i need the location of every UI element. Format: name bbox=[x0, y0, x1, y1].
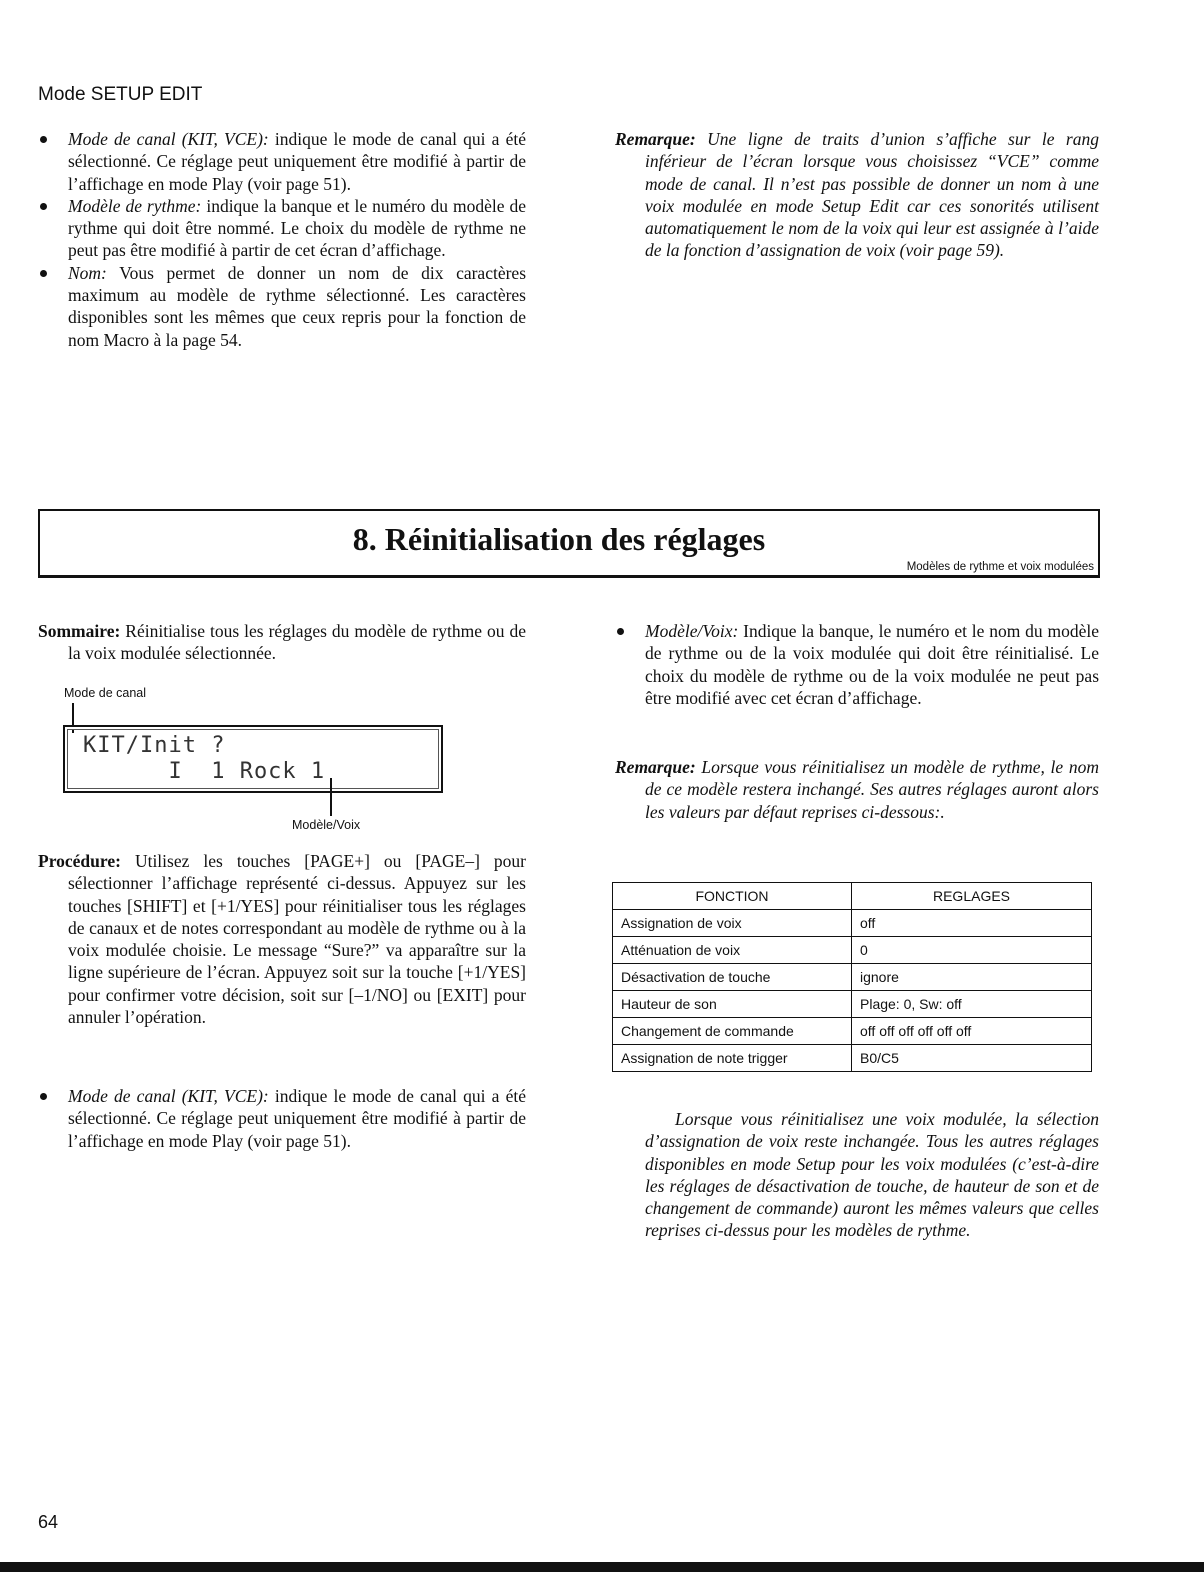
remark-text: Une ligne de traits d’union s’affiche sur le rang inférieur de l’écran lorsque vous choisissez “VCE” comme mode de canal. Il n’est pas possible de donner un nom à une voix modulée en mode Setup Edit car ces sonorités utilisent automatiquement le nom de la voix qui leur est assignée à l’aide de la fonction d’assignation de voix (voir page 59). bbox=[645, 129, 1099, 261]
table-cell: off off off off off off bbox=[852, 1018, 1092, 1045]
bottom-left-bullet bbox=[38, 1085, 526, 1152]
lcd-line-2: I 1 Rock 1 bbox=[83, 759, 326, 784]
table-cell: B0/C5 bbox=[852, 1045, 1092, 1072]
top-left-column bbox=[38, 128, 526, 351]
bullet-text: indique le mode de canal qui a été sélectionné. Ce réglage peut uniquement être modifié à partir de l’affichage en mode Play (voir page 51). bbox=[68, 1086, 526, 1151]
bullet-label: Modèle de rythme: bbox=[68, 195, 202, 216]
list-item bbox=[38, 262, 526, 351]
section-heading-box bbox=[38, 509, 1100, 578]
bullet-text: Vous permet de donner un nom de dix caractères maximum au modèle de rythme sélectionné. Les caractères disponibles sont les mêmes que ceux repris pour la fonction de nom Macro à la page 54. bbox=[68, 262, 526, 350]
bullet-text: indique le mode de canal qui a été sélectionné. Ce réglage peut uniquement être modifié à partir de l’affichage en mode Play (voir page 51). bbox=[68, 129, 526, 194]
table-cell: Atténuation de voix bbox=[613, 937, 852, 964]
column-header: REGLAGES bbox=[852, 883, 1092, 910]
table-row bbox=[613, 991, 1092, 1018]
summary-text: Réinitialise tous les réglages du modèle de rythme ou de la voix modulée sélectionnée. bbox=[68, 621, 526, 664]
section-title: 8. Réinitialisation des réglages bbox=[352, 521, 766, 557]
closing-paragraph bbox=[645, 1108, 1099, 1242]
table-row bbox=[613, 964, 1092, 991]
column-header: FONCTION bbox=[613, 883, 852, 910]
table-cell: Désactivation de touche bbox=[613, 964, 852, 991]
summary bbox=[38, 620, 526, 665]
procedure bbox=[38, 850, 526, 1028]
closing-text: Lorsque vous réinitialisez une voix modulée, la sélection d’assignation de voix reste inchangée. Tous les autres réglages disponibles en mode Setup pour les voix modulées (c’est-à-dire les réglages de désactivation de touche, de hauteur de son et de changement de commande) auront les mêmes valeurs que celles reprises ci-dessus pour les modèles de rythme. bbox=[645, 1109, 1099, 1241]
footer-rule bbox=[0, 1562, 1204, 1572]
bullet-label: Mode de canal (KIT, VCE): bbox=[68, 1086, 269, 1106]
table-cell: Assignation de note trigger bbox=[613, 1045, 852, 1072]
procedure-text: Utilisez les touches [PAGE+] ou [PAGE–] pour sélectionner l’affichage représenté ci-dessus. Appuyez sur les touches [SHIFT] et [+1/YES] pour réinitialiser tous les réglages de canaux et de notes correspondant au modèle de rythme ou à la voix modulée choisie. Le message “Sure?” va apparaître sur la ligne supérieure de l’écran. Appuyez soit sur la touche [+1/YES] pour confirmer votre décision, soit sur [–1/NO] ou [EXIT] pour annuler l’opération. bbox=[68, 851, 526, 1028]
list-item bbox=[615, 620, 1099, 709]
lcd-label-channel-mode: Mode de canal bbox=[64, 686, 147, 700]
table-cell: 0 bbox=[852, 937, 1092, 964]
bullet-label: Modèle/Voix: bbox=[645, 621, 739, 641]
table-cell: Plage: 0, Sw: off bbox=[852, 991, 1092, 1018]
procedure-label: Procédure: bbox=[38, 851, 121, 871]
remark-label: Remarque: bbox=[615, 129, 696, 149]
table-row bbox=[613, 1045, 1092, 1072]
remark-label: Remarque: bbox=[615, 757, 696, 777]
bullet-label: Mode de canal (KIT, VCE): bbox=[68, 129, 269, 149]
table-row bbox=[613, 937, 1092, 964]
list-item bbox=[38, 128, 526, 195]
table-header-row bbox=[613, 883, 1092, 910]
lcd-display bbox=[63, 725, 443, 793]
table-cell: off bbox=[852, 910, 1092, 937]
table-row bbox=[613, 910, 1092, 937]
table-cell: Hauteur de son bbox=[613, 991, 852, 1018]
running-header: Mode SETUP EDIT bbox=[38, 84, 203, 105]
table-cell: Assignation de voix bbox=[613, 910, 852, 937]
defaults-table bbox=[612, 882, 1092, 1072]
section-subtitle: Modèles de rythme et voix modulées bbox=[906, 561, 1094, 573]
right-bullet bbox=[615, 620, 1099, 709]
page-number: 64 bbox=[38, 1512, 59, 1532]
lcd-line-1: KIT/Init ? bbox=[83, 733, 226, 758]
table-cell: ignore bbox=[852, 964, 1092, 991]
remark-text: Lorsque vous réinitialisez un modèle de rythme, le nom de ce modèle restera inchangé. Ses autres réglages auront alors les valeurs par défaut reprises ci-dessous:. bbox=[645, 757, 1099, 822]
bullet-text: indique la banque et le numéro du modèle de rythme qui doit être nommé. Le choix du modèle de rythme ne peut pas être modifié à partir de cet écran d’affichage. bbox=[68, 195, 526, 261]
table-cell: Changement de commande bbox=[613, 1018, 852, 1045]
lcd-label-pattern-voice: Modèle/Voix bbox=[292, 818, 361, 832]
top-right-remark bbox=[615, 128, 1099, 262]
right-remark bbox=[615, 756, 1099, 823]
list-item bbox=[38, 1085, 526, 1152]
callout-line bbox=[330, 778, 332, 816]
list-item bbox=[38, 195, 526, 262]
bullet-text: Indique la banque, le numéro et le nom du modèle de rythme ou de la voix modulée qui doit être réinitialisé. Le choix du modèle de rythme ou de la voix modulée ne peut pas être modifié avec cet écran d’affichage. bbox=[645, 621, 1099, 708]
bullet-label: Nom: bbox=[68, 262, 107, 283]
table-row bbox=[613, 1018, 1092, 1045]
summary-label: Sommaire: bbox=[38, 621, 121, 641]
